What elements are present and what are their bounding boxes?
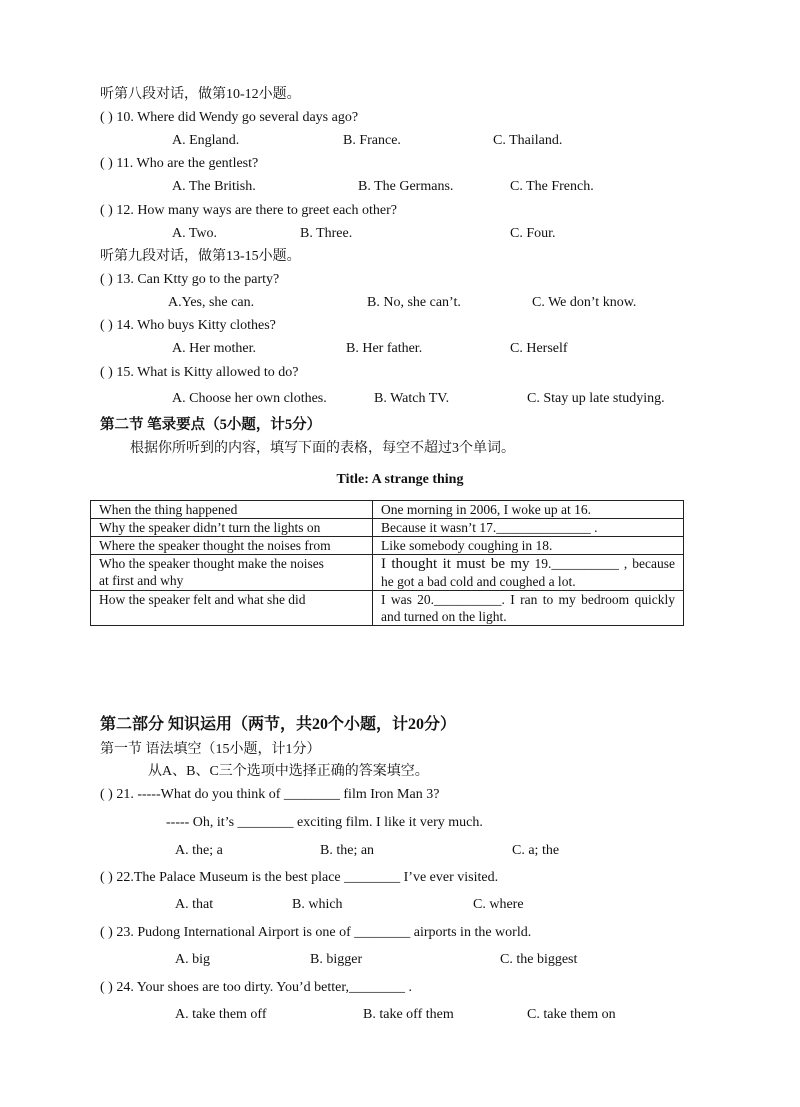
table-cell-left: Why the speaker didn’t turn the lights on [91,519,373,537]
question-23-option-c: C. the biggest [500,952,578,967]
question-22-option-a: A. that [175,897,214,912]
part-2-instruction: 从A、B、C三个选项中选择正确的答案填空。 [148,764,429,779]
question-14-option-c: C. Herself [510,341,568,356]
cell-text: Who the speaker thought make the noises [99,556,324,571]
question-12-option-b: B. Three. [300,226,353,241]
instruction-part9: 听第九段对话，做第13-15小题。 [100,249,301,264]
section-2-instruction: 根据你所听到的内容，填写下面的表格，每空不超过3个单词。 [130,441,515,456]
question-10-option-a: A. England. [172,133,240,148]
answer-blank-19: 19.__________ [534,556,619,571]
question-24-option-c: C. take them on [527,1007,616,1022]
question-21-stem-2: ----- Oh, it’s ________ exciting film. I like it very much. [166,815,483,830]
question-13-stem: ( ) 13. Can Ktty go to the party? [100,272,280,287]
table-cell-left: How the speaker felt and what she did [91,591,373,626]
question-21-option-a: A. the; a [175,843,223,858]
question-14-option-a: A. Her mother. [172,341,256,356]
cell-text: I thought it must be my [381,556,530,572]
table-cell-right: Because it wasn’t 17.______________ . [373,519,684,537]
question-11-option-a: A. The British. [172,179,256,194]
question-12-option-c: C. Four. [510,226,556,241]
question-24-option-b: B. take off them [363,1007,454,1022]
question-13-option-a: A.Yes, she can. [168,295,255,310]
question-23-stem: ( ) 23. Pudong International Airport is one of ________ airports in the world. [100,925,532,940]
question-21-option-c: C. a; the [512,843,560,858]
question-21-stem: ( ) 21. -----What do you think of ________ film Iron Man 3? [100,787,440,802]
question-10-option-b: B. France. [343,133,401,148]
table-title: Title: A strange thing [336,472,464,487]
table-cell-right: One morning in 2006, I woke up at 16. [373,501,684,519]
question-22-option-c: C. where [473,897,524,912]
cell-text: at first and why [99,573,184,588]
question-11-option-c: C. The French. [510,179,594,194]
question-15-option-c: C. Stay up late studying. [527,391,665,406]
question-12-stem: ( ) 12. How many ways are there to greet each other? [100,203,397,218]
instruction-part8: 听第八段对话，做第10-12小题。 [100,87,301,102]
part-2-subheading: 第一节 语法填空（15小题，计1分） [100,742,321,757]
notes-table [90,500,684,626]
question-11-option-b: B. The Germans. [358,179,454,194]
table-cell-right: Like somebody coughing in 18. [373,537,684,555]
question-14-option-b: B. Her father. [346,341,423,356]
cell-text: , because he got a bad cold and coughed a lot. [381,556,675,589]
question-15-option-b: B. Watch TV. [374,391,450,406]
table-row [91,501,684,519]
table-cell-left [91,555,373,591]
question-24-option-a: A. take them off [175,1007,267,1022]
question-10-option-c: C. Thailand. [493,133,563,148]
question-21-option-b: B. the; an [320,843,375,858]
question-23-option-a: A. big [175,952,210,967]
question-12-option-a: A. Two. [172,226,218,241]
table-cell-right: I was 20.__________. I ran to my bedroom quickly and turned on the light. [373,591,684,626]
question-22-option-b: B. which [292,897,343,912]
question-11-stem: ( ) 11. Who are the gentlest? [100,156,259,171]
table-row [91,519,684,537]
question-10-stem: ( ) 10. Where did Wendy go several days ago? [100,110,359,125]
table-row [91,591,684,626]
question-23-option-b: B. bigger [310,952,363,967]
question-13-option-b: B. No, she can’t. [367,295,461,310]
question-13-option-c: C. We don’t know. [532,295,637,310]
question-15-stem: ( ) 15. What is Kitty allowed to do? [100,365,299,380]
question-14-stem: ( ) 14. Who buys Kitty clothes? [100,318,276,333]
table-cell-left: Where the speaker thought the noises from [91,537,373,555]
section-2-heading: 第二节 笔录要点（5小题，计5分） [100,417,322,433]
table-row [91,537,684,555]
question-15-option-a: A. Choose her own clothes. [172,391,327,406]
question-24-stem: ( ) 24. Your shoes are too dirty. You’d better,________ . [100,980,412,995]
table-row [91,555,684,591]
table-cell-right [373,555,684,591]
part-2-heading: 第二部分 知识运用（两节，共20个小题，计20分） [100,716,457,733]
question-22-stem: ( ) 22.The Palace Museum is the best place ________ I’ve ever visited. [100,870,499,885]
table-cell-left: When the thing happened [91,501,373,519]
